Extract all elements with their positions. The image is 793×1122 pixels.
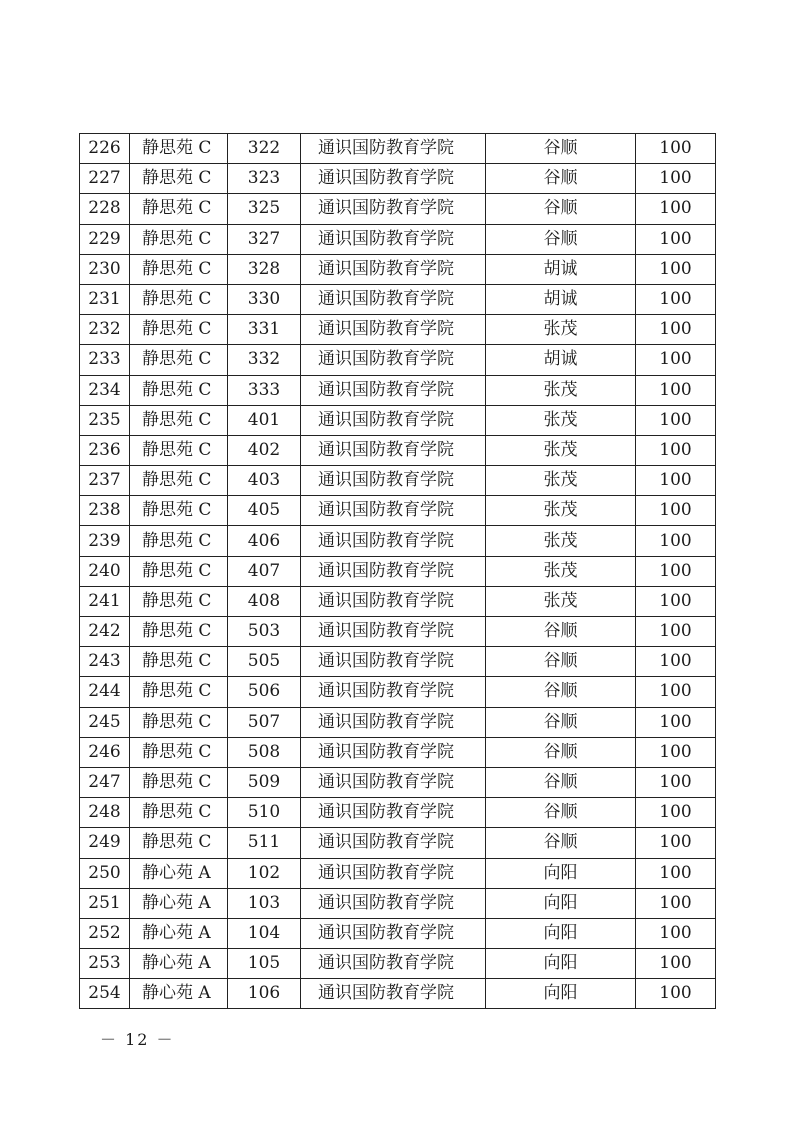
building-cell: 静心苑 A <box>130 888 228 918</box>
inspector-cell: 谷顺 <box>486 224 636 254</box>
building-cell: 静思苑 C <box>130 375 228 405</box>
room-cell: 332 <box>228 345 301 375</box>
row-number-cell: 238 <box>80 496 130 526</box>
department-cell: 通识国防教育学院 <box>301 194 486 224</box>
row-number-cell: 244 <box>80 677 130 707</box>
building-cell: 静思苑 C <box>130 647 228 677</box>
table-row <box>80 556 716 586</box>
department-cell: 通识国防教育学院 <box>301 798 486 828</box>
room-cell: 327 <box>228 224 301 254</box>
department-cell: 通识国防教育学院 <box>301 677 486 707</box>
inspector-cell: 张茂 <box>486 435 636 465</box>
inspector-cell: 张茂 <box>486 586 636 616</box>
building-cell: 静心苑 A <box>130 858 228 888</box>
inspector-cell: 谷顺 <box>486 798 636 828</box>
row-number-cell: 242 <box>80 617 130 647</box>
room-cell: 104 <box>228 918 301 948</box>
score-cell: 100 <box>636 949 716 979</box>
room-cell: 333 <box>228 375 301 405</box>
inspector-cell: 谷顺 <box>486 737 636 767</box>
table-row <box>80 194 716 224</box>
row-number-cell: 252 <box>80 918 130 948</box>
building-cell: 静思苑 C <box>130 405 228 435</box>
room-cell: 323 <box>228 164 301 194</box>
table-row <box>80 284 716 314</box>
room-cell: 408 <box>228 586 301 616</box>
department-cell: 通识国防教育学院 <box>301 405 486 435</box>
room-cell: 507 <box>228 707 301 737</box>
inspector-cell: 谷顺 <box>486 164 636 194</box>
score-cell: 100 <box>636 375 716 405</box>
room-cell: 105 <box>228 949 301 979</box>
inspector-cell: 向阳 <box>486 979 636 1009</box>
table-row <box>80 496 716 526</box>
table-row <box>80 586 716 616</box>
department-cell: 通识国防教育学院 <box>301 918 486 948</box>
score-cell: 100 <box>636 164 716 194</box>
room-cell: 503 <box>228 617 301 647</box>
building-cell: 静思苑 C <box>130 798 228 828</box>
room-cell: 322 <box>228 134 301 164</box>
table-row <box>80 375 716 405</box>
building-cell: 静思苑 C <box>130 707 228 737</box>
building-cell: 静思苑 C <box>130 194 228 224</box>
table-row <box>80 224 716 254</box>
score-cell: 100 <box>636 647 716 677</box>
table-row <box>80 888 716 918</box>
department-cell: 通识国防教育学院 <box>301 315 486 345</box>
score-cell: 100 <box>636 345 716 375</box>
inspector-cell: 胡诚 <box>486 284 636 314</box>
room-cell: 325 <box>228 194 301 224</box>
building-cell: 静思苑 C <box>130 435 228 465</box>
room-cell: 402 <box>228 435 301 465</box>
department-cell: 通识国防教育学院 <box>301 254 486 284</box>
room-cell: 331 <box>228 315 301 345</box>
table-row <box>80 798 716 828</box>
building-cell: 静思苑 C <box>130 526 228 556</box>
building-cell: 静思苑 C <box>130 586 228 616</box>
inspector-cell: 张茂 <box>486 526 636 556</box>
table-row <box>80 677 716 707</box>
building-cell: 静思苑 C <box>130 556 228 586</box>
page-number: － 12 － <box>100 1030 175 1049</box>
room-cell: 506 <box>228 677 301 707</box>
table-row <box>80 435 716 465</box>
department-cell: 通识国防教育学院 <box>301 556 486 586</box>
row-number-cell: 234 <box>80 375 130 405</box>
table-row <box>80 737 716 767</box>
inspector-cell: 谷顺 <box>486 134 636 164</box>
score-cell: 100 <box>636 767 716 797</box>
score-cell: 100 <box>636 858 716 888</box>
building-cell: 静心苑 A <box>130 918 228 948</box>
score-cell: 100 <box>636 254 716 284</box>
room-cell: 401 <box>228 405 301 435</box>
row-number-cell: 253 <box>80 949 130 979</box>
building-cell: 静思苑 C <box>130 466 228 496</box>
score-cell: 100 <box>636 979 716 1009</box>
score-cell: 100 <box>636 405 716 435</box>
building-cell: 静思苑 C <box>130 737 228 767</box>
room-cell: 407 <box>228 556 301 586</box>
row-number-cell: 239 <box>80 526 130 556</box>
department-cell: 通识国防教育学院 <box>301 284 486 314</box>
score-cell: 100 <box>636 828 716 858</box>
room-cell: 102 <box>228 858 301 888</box>
row-number-cell: 250 <box>80 858 130 888</box>
department-cell: 通识国防教育学院 <box>301 164 486 194</box>
score-cell: 100 <box>636 737 716 767</box>
building-cell: 静心苑 A <box>130 979 228 1009</box>
department-cell: 通识国防教育学院 <box>301 375 486 405</box>
score-cell: 100 <box>636 918 716 948</box>
room-cell: 511 <box>228 828 301 858</box>
row-number-cell: 232 <box>80 315 130 345</box>
building-cell: 静思苑 C <box>130 496 228 526</box>
inspector-cell: 谷顺 <box>486 194 636 224</box>
room-cell: 509 <box>228 767 301 797</box>
building-cell: 静思苑 C <box>130 345 228 375</box>
room-cell: 406 <box>228 526 301 556</box>
score-cell: 100 <box>636 496 716 526</box>
score-cell: 100 <box>636 284 716 314</box>
dormitory-inspection-table <box>79 133 716 1009</box>
department-cell: 通识国防教育学院 <box>301 134 486 164</box>
inspector-cell: 向阳 <box>486 858 636 888</box>
department-cell: 通识国防教育学院 <box>301 224 486 254</box>
table-row <box>80 526 716 556</box>
table-row <box>80 707 716 737</box>
inspector-cell: 胡诚 <box>486 345 636 375</box>
department-cell: 通识国防教育学院 <box>301 586 486 616</box>
department-cell: 通识国防教育学院 <box>301 345 486 375</box>
table-body <box>80 134 716 1009</box>
row-number-cell: 240 <box>80 556 130 586</box>
building-cell: 静思苑 C <box>130 164 228 194</box>
department-cell: 通识国防教育学院 <box>301 858 486 888</box>
building-cell: 静思苑 C <box>130 828 228 858</box>
building-cell: 静思苑 C <box>130 315 228 345</box>
department-cell: 通识国防教育学院 <box>301 647 486 677</box>
inspector-cell: 张茂 <box>486 556 636 586</box>
row-number-cell: 229 <box>80 224 130 254</box>
score-cell: 100 <box>636 194 716 224</box>
room-cell: 103 <box>228 888 301 918</box>
row-number-cell: 254 <box>80 979 130 1009</box>
department-cell: 通识国防教育学院 <box>301 767 486 797</box>
building-cell: 静思苑 C <box>130 284 228 314</box>
inspector-cell: 谷顺 <box>486 617 636 647</box>
table-row <box>80 979 716 1009</box>
room-cell: 510 <box>228 798 301 828</box>
building-cell: 静思苑 C <box>130 767 228 797</box>
building-cell: 静思苑 C <box>130 617 228 647</box>
room-cell: 330 <box>228 284 301 314</box>
table-row <box>80 647 716 677</box>
department-cell: 通识国防教育学院 <box>301 466 486 496</box>
building-cell: 静思苑 C <box>130 677 228 707</box>
building-cell: 静思苑 C <box>130 134 228 164</box>
room-cell: 505 <box>228 647 301 677</box>
inspector-cell: 胡诚 <box>486 254 636 284</box>
inspector-cell: 谷顺 <box>486 767 636 797</box>
room-cell: 405 <box>228 496 301 526</box>
row-number-cell: 249 <box>80 828 130 858</box>
score-cell: 100 <box>636 888 716 918</box>
row-number-cell: 227 <box>80 164 130 194</box>
inspector-cell: 谷顺 <box>486 677 636 707</box>
table-row <box>80 315 716 345</box>
inspector-cell: 向阳 <box>486 949 636 979</box>
inspector-cell: 张茂 <box>486 405 636 435</box>
score-cell: 100 <box>636 677 716 707</box>
table-row <box>80 767 716 797</box>
department-cell: 通识国防教育学院 <box>301 737 486 767</box>
score-cell: 100 <box>636 707 716 737</box>
row-number-cell: 233 <box>80 345 130 375</box>
row-number-cell: 236 <box>80 435 130 465</box>
row-number-cell: 235 <box>80 405 130 435</box>
department-cell: 通识国防教育学院 <box>301 828 486 858</box>
table-row <box>80 164 716 194</box>
table-row <box>80 617 716 647</box>
score-cell: 100 <box>636 526 716 556</box>
building-cell: 静心苑 A <box>130 949 228 979</box>
table-row <box>80 918 716 948</box>
department-cell: 通识国防教育学院 <box>301 526 486 556</box>
inspector-cell: 谷顺 <box>486 647 636 677</box>
score-cell: 100 <box>636 466 716 496</box>
row-number-cell: 230 <box>80 254 130 284</box>
inspector-cell: 向阳 <box>486 918 636 948</box>
row-number-cell: 243 <box>80 647 130 677</box>
score-cell: 100 <box>636 617 716 647</box>
score-cell: 100 <box>636 224 716 254</box>
department-cell: 通识国防教育学院 <box>301 707 486 737</box>
table-row <box>80 828 716 858</box>
table-row <box>80 345 716 375</box>
row-number-cell: 247 <box>80 767 130 797</box>
room-cell: 106 <box>228 979 301 1009</box>
row-number-cell: 226 <box>80 134 130 164</box>
room-cell: 328 <box>228 254 301 284</box>
inspector-cell: 张茂 <box>486 466 636 496</box>
building-cell: 静思苑 C <box>130 224 228 254</box>
department-cell: 通识国防教育学院 <box>301 979 486 1009</box>
row-number-cell: 251 <box>80 888 130 918</box>
score-cell: 100 <box>636 134 716 164</box>
table-row <box>80 134 716 164</box>
row-number-cell: 248 <box>80 798 130 828</box>
inspector-cell: 向阳 <box>486 888 636 918</box>
table-row <box>80 858 716 888</box>
table-row <box>80 405 716 435</box>
department-cell: 通识国防教育学院 <box>301 949 486 979</box>
room-cell: 403 <box>228 466 301 496</box>
row-number-cell: 237 <box>80 466 130 496</box>
row-number-cell: 228 <box>80 194 130 224</box>
score-cell: 100 <box>636 798 716 828</box>
table-row <box>80 466 716 496</box>
score-cell: 100 <box>636 435 716 465</box>
inspector-cell: 张茂 <box>486 496 636 526</box>
room-cell: 508 <box>228 737 301 767</box>
table-row <box>80 949 716 979</box>
score-cell: 100 <box>636 315 716 345</box>
department-cell: 通识国防教育学院 <box>301 435 486 465</box>
building-cell: 静思苑 C <box>130 254 228 284</box>
row-number-cell: 241 <box>80 586 130 616</box>
inspector-cell: 张茂 <box>486 315 636 345</box>
row-number-cell: 231 <box>80 284 130 314</box>
score-cell: 100 <box>636 556 716 586</box>
inspector-cell: 谷顺 <box>486 828 636 858</box>
score-cell: 100 <box>636 586 716 616</box>
department-cell: 通识国防教育学院 <box>301 888 486 918</box>
department-cell: 通识国防教育学院 <box>301 496 486 526</box>
table-row <box>80 254 716 284</box>
department-cell: 通识国防教育学院 <box>301 617 486 647</box>
row-number-cell: 245 <box>80 707 130 737</box>
inspector-cell: 谷顺 <box>486 707 636 737</box>
inspector-cell: 张茂 <box>486 375 636 405</box>
row-number-cell: 246 <box>80 737 130 767</box>
